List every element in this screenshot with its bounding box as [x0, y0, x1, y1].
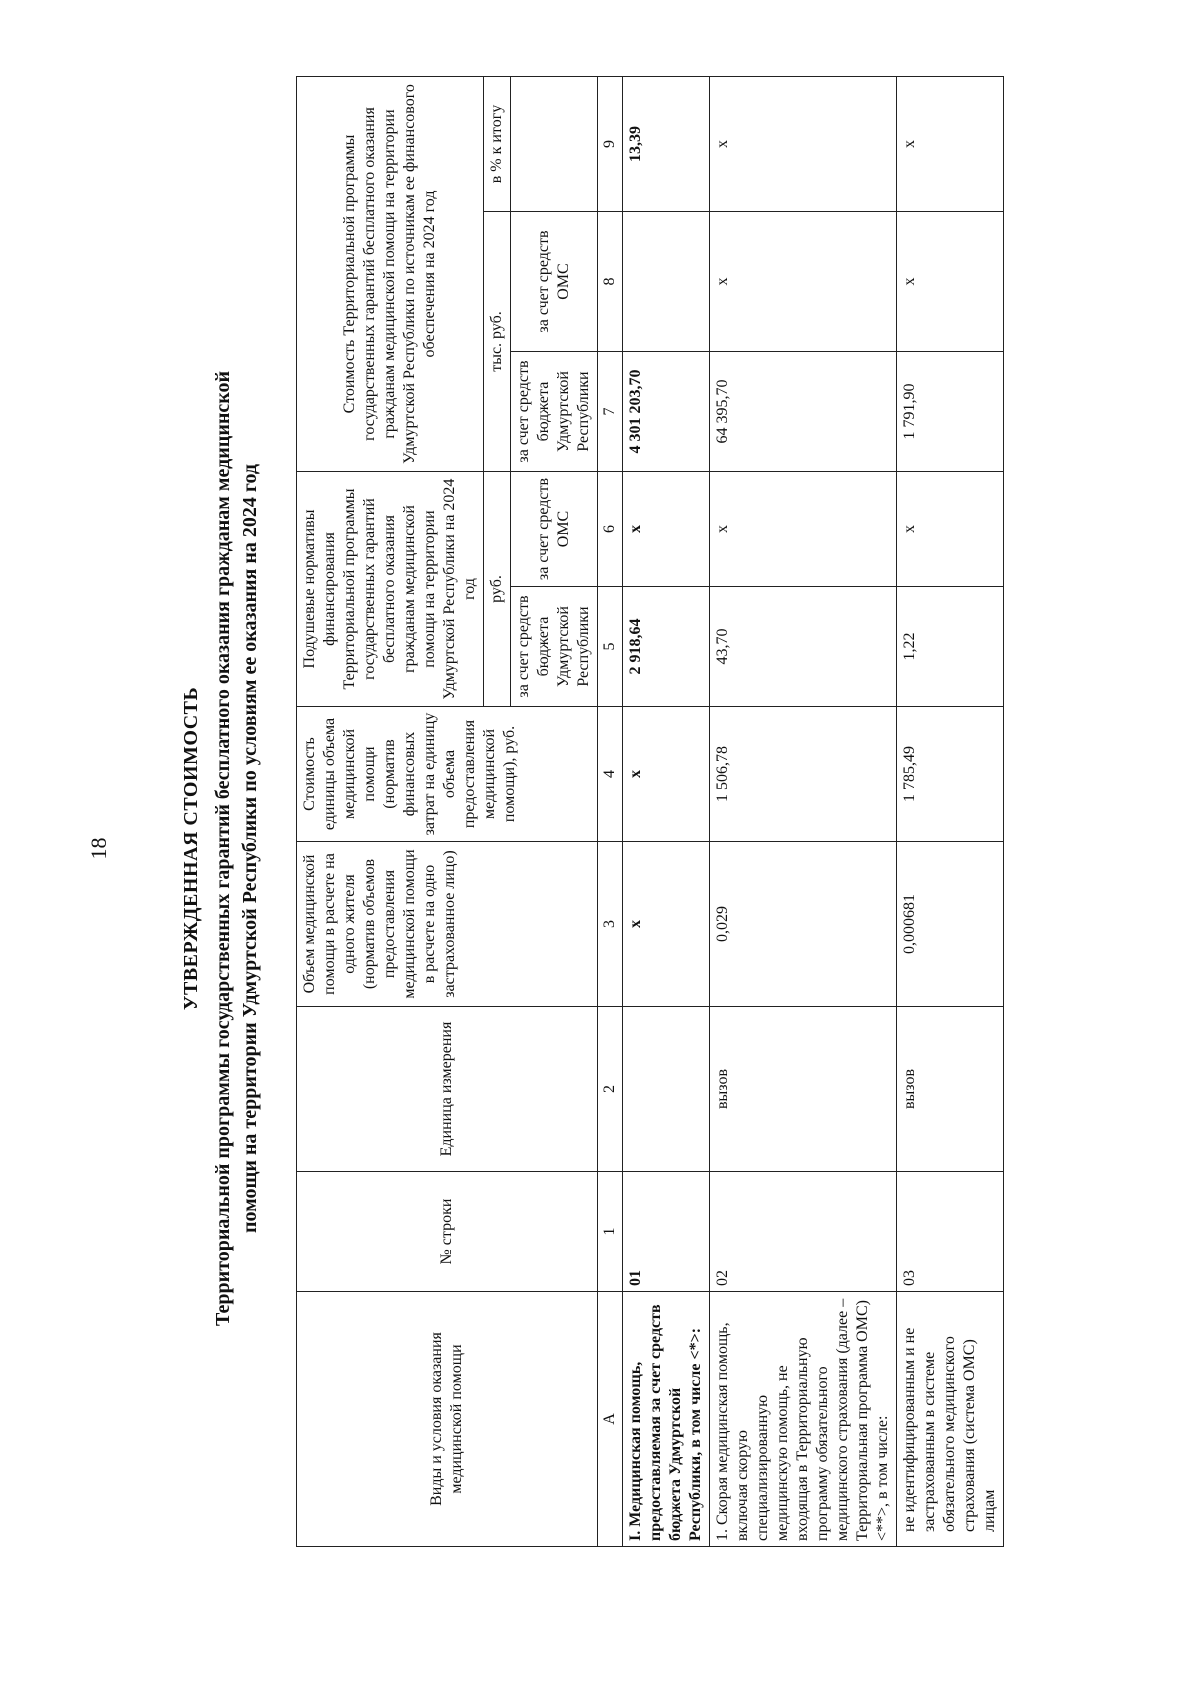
row-pc-oms: х: [710, 472, 897, 587]
header-pc-budget: за счет средств бюджета Удмуртской Республики: [511, 587, 598, 707]
row-unit: вызов: [710, 1007, 897, 1172]
row-total-oms: х: [897, 212, 1004, 352]
row-pc-budget: 2 918,64: [623, 587, 710, 707]
header-unit: Единица измерения: [297, 1007, 598, 1172]
row-name: 1. Скорая медицинская помощь, включая скорую специализированную медицинскую помощь, не входящая в Территориальную программу обязательного медицинского страхования (далее – Территориальная программа ОМС) <**>, в том числе:: [710, 1292, 897, 1547]
row-unit: вызов: [897, 1007, 1004, 1172]
row-number: 01: [623, 1172, 710, 1292]
header-total-budget: за счет средств бюджета Удмуртской Республики: [511, 352, 598, 472]
document-subtitle: Территориальной программы государственных гарантий бесплатного оказания гражданам медицинской помощи на территории Удмуртской Республики по условиям ее оказания на 2024 год: [212, 370, 261, 1327]
row-percent: х: [710, 76, 897, 211]
row-total-budget: 64 395,70: [710, 352, 897, 472]
table-row: [710, 76, 897, 1546]
index-cell: 7: [598, 352, 623, 472]
cost-table: [296, 76, 1004, 1547]
header-row-no: № строки: [297, 1172, 598, 1292]
row-number: 02: [710, 1172, 897, 1292]
row-name: не идентифицированным и не застрахованным в системе обязательного медицинского страхования (система ОМС) лицам: [897, 1292, 1004, 1547]
row-pc-budget: 43,70: [710, 587, 897, 707]
row-total-oms: [623, 212, 710, 352]
row-pc-oms: х: [897, 472, 1004, 587]
row-pc-oms: х: [623, 472, 710, 587]
row-unit: [623, 1007, 710, 1172]
row-total-budget: 1 791,90: [897, 352, 1004, 472]
row-cost: 1 506,78: [710, 707, 897, 842]
page-number: 18: [86, 837, 111, 860]
header-kind: Виды и условия оказания медицинской помощи: [297, 1292, 598, 1547]
index-cell: 6: [598, 472, 623, 587]
header-percent: в % к итогу: [484, 76, 511, 211]
index-cell: 9: [598, 76, 623, 211]
row-name: I. Медицинская помощь, предоставляемая за счет средств бюджета Удмуртской Республики, в том числе <*>:: [623, 1292, 710, 1547]
index-cell: 3: [598, 842, 623, 1007]
table-row: [897, 76, 1004, 1546]
column-index-row: [598, 76, 623, 1546]
row-volume: х: [623, 842, 710, 1007]
header-thous-rub: тыс. руб.: [484, 212, 511, 472]
row-percent: 13,39: [623, 76, 710, 211]
index-cell: 4: [598, 707, 623, 842]
header-per-capita: Подушевые нормативы финансирования Территориальной программы государственных гарантий бесплатного оказания гражданам медицинской помощи на территории Удмуртской Республики на 2024 год: [297, 472, 484, 707]
row-number: 03: [897, 1172, 1004, 1292]
row-cost: х: [623, 707, 710, 842]
header-empty-cell: [511, 76, 598, 211]
row-cost: 1 785,49: [897, 707, 1004, 842]
index-cell: 1: [598, 1172, 623, 1292]
index-cell: А: [598, 1292, 623, 1547]
document-title: УТВЕРЖДЕННАЯ СТОИМОСТЬ: [180, 686, 202, 1011]
header-volume: Объем медицинской помощи в расчете на одного жителя (норматив объемов предоставления медицинской помощи в расчете на одно застрахованное лицо): [297, 842, 598, 1007]
row-total-oms: х: [710, 212, 897, 352]
row-total-budget: 4 301 203,70: [623, 352, 710, 472]
header-pc-oms: за счет средств ОМС: [511, 472, 598, 587]
header-total-oms: за счет средств ОМС: [511, 212, 598, 352]
index-cell: 8: [598, 212, 623, 352]
header-total-cost: Стоимость Территориальной программы государственных гарантий бесплатного оказания гражданам медицинской помощи на территории Удмуртской Республики по источникам ее финансового обеспечения на 2024 год: [297, 76, 484, 471]
index-cell: 5: [598, 587, 623, 707]
row-volume: 0,000681: [897, 842, 1004, 1007]
table-row: [623, 76, 710, 1546]
header-rub: руб.: [484, 472, 511, 707]
row-pc-budget: 1,22: [897, 587, 1004, 707]
row-volume: 0,029: [710, 842, 897, 1007]
index-cell: 2: [598, 1007, 623, 1172]
row-percent: х: [897, 76, 1004, 211]
header-cost-unit: Стоимость единицы объема медицинской помощи (норматив финансовых затрат на единицу объема предоставления медицинской помощи), руб.: [297, 707, 598, 842]
header-row-1: [297, 76, 484, 1546]
